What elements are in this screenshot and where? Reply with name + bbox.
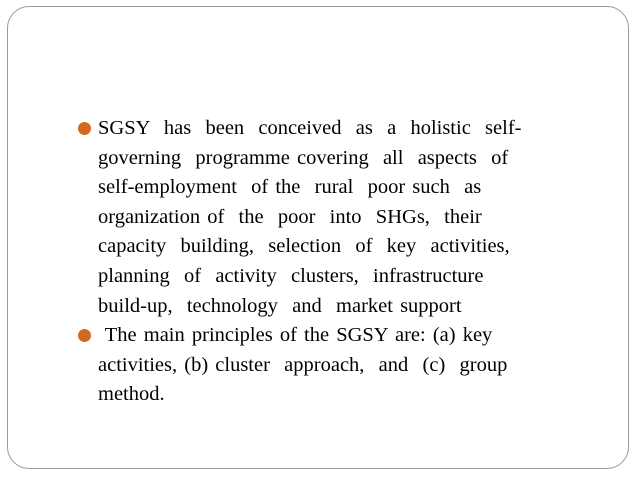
bullet-line: activities, (b) cluster approach, and (c) group — [98, 353, 508, 376]
bullet-list — [78, 114, 578, 410]
bullet-item-sgsy-principles — [78, 321, 578, 410]
bullet-dot-icon — [78, 122, 91, 135]
bullet-line: build-up, technology and market support — [98, 294, 462, 317]
bullet-line: self-employment of the rural poor such as — [98, 176, 482, 199]
bullet-line: organization of the poor into SHGs, their — [98, 205, 482, 228]
slide-frame — [7, 6, 629, 469]
bullet-dot-icon — [78, 329, 91, 342]
bullet-line: planning of activity clusters, infrastructure — [98, 264, 484, 287]
bullet-line: The main principles of the SGSY are: (a) key — [98, 324, 493, 347]
bullet-line: capacity building, selection of key activities, — [98, 235, 510, 258]
bullet-line: governing programme covering all aspects of — [98, 146, 509, 169]
bullet-line: SGSY has been conceived as a holistic self- — [98, 117, 522, 139]
bullet-item-sgsy-holistic — [78, 114, 578, 321]
bullet-line: method. — [98, 383, 165, 406]
